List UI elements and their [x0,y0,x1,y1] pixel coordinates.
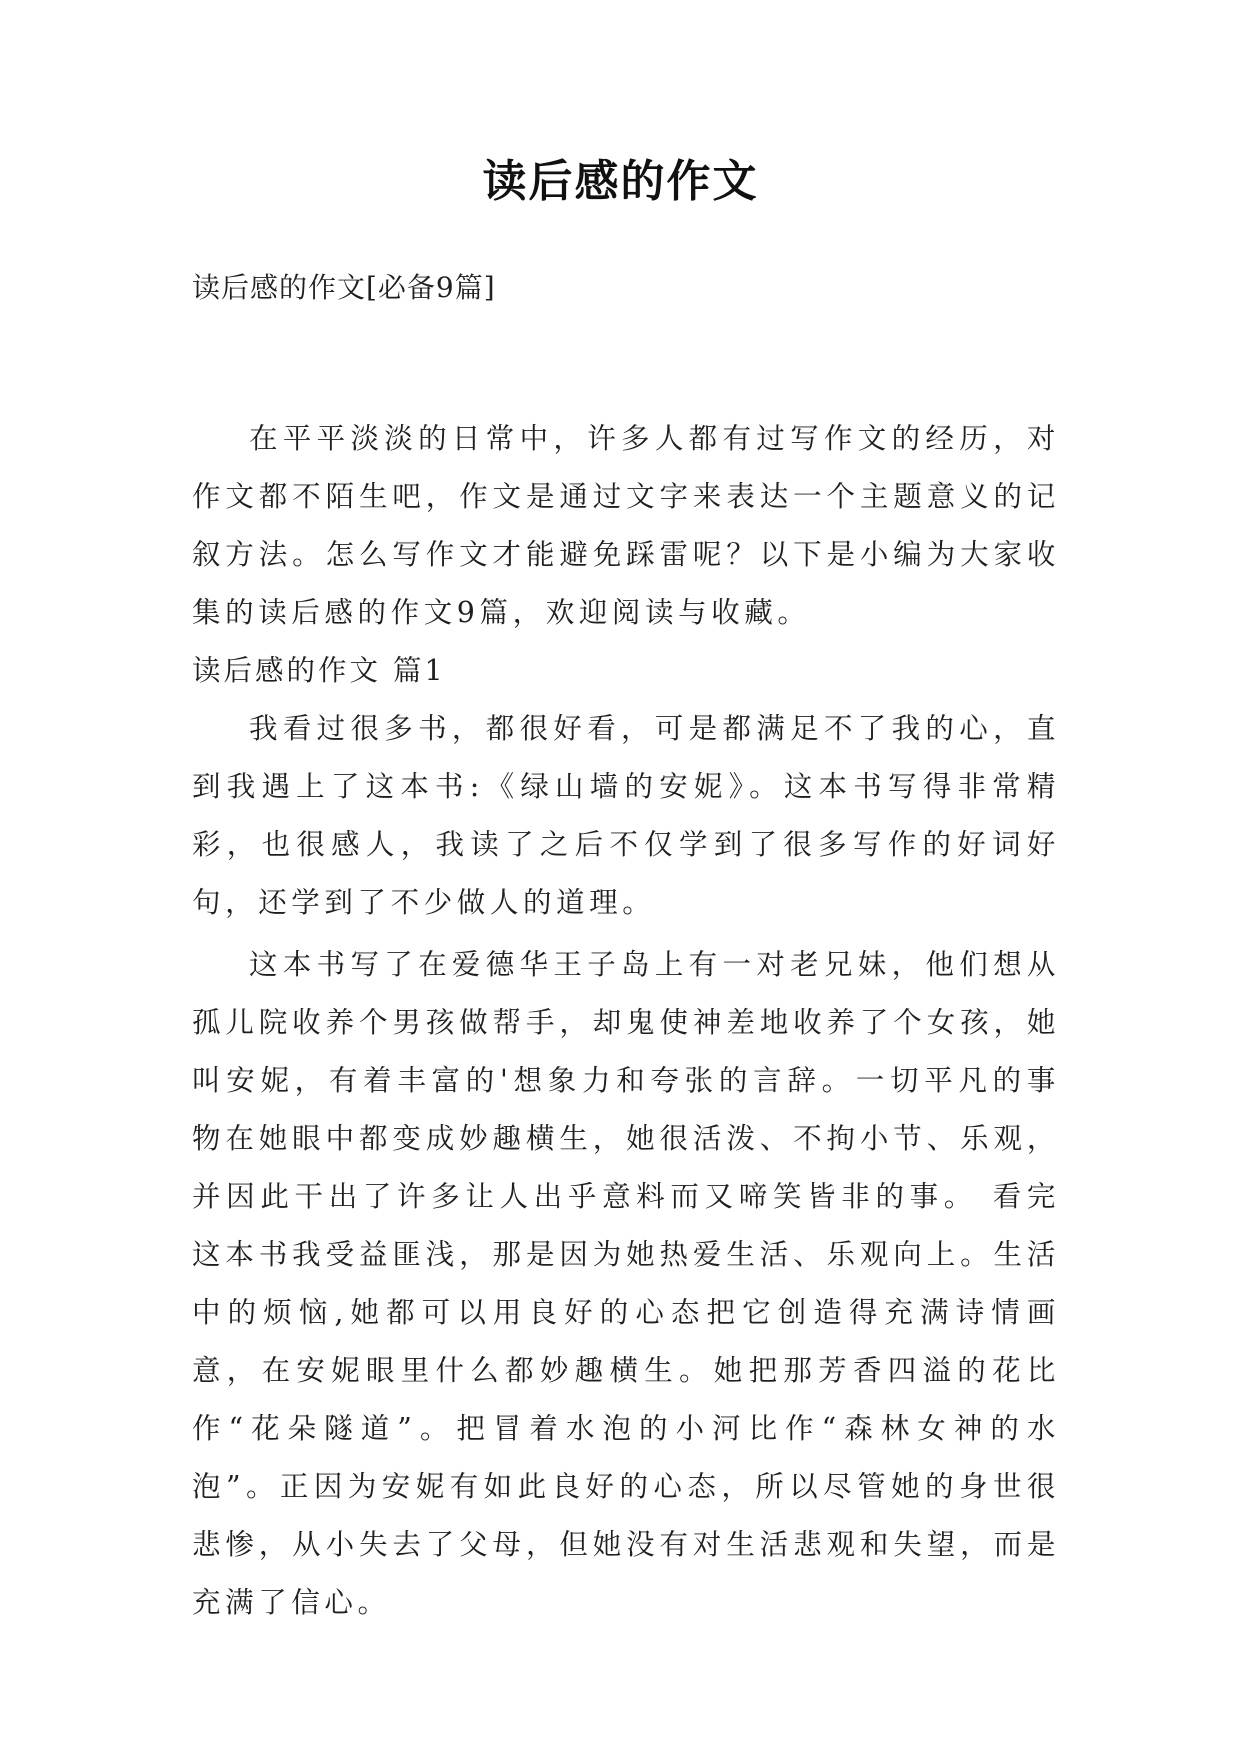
section-heading: 读后感的作文 篇1 [192,654,446,687]
document-body [192,410,1060,1632]
intro-paragraph: 在平平淡淡的日常中，许多人都有过写作文的经历，对作文都不陌生吧，作文是通过文字来表达一个主题意义的记叙方法。怎么写作文才能避免踩雷呢？以下是小编为大家收集的读后感的作文9篇，欢迎阅读与收藏。 [192,422,1060,629]
document-title: 读后感的作文 [482,156,759,207]
body-paragraph: 这本书写了在爱德华王子岛上有一对老兄妹，他们想从孤儿院收养个男孩做帮手，却鬼使神差地收养了个女孩，她叫安妮，有着丰富的'想象力和夸张的言辞。一切平凡的事物在她眼中都变成妙趣横生，她很活泼、不拘小节、乐观，并因此干出了许多让人出乎意料而又啼笑皆非的事。 看完这本书我受益匪浅，那是因为她热爱生活、乐观向上。生活中的烦恼,她都可以用良好的心态把它创造得充满诗情画意，在安妮眼里什么都妙趣横生。她把那芳香四溢的花比作“花朵隧道”。把冒着水泡的小河比作“森林女神的水泡”。正因为安妮有如此良好的心态，所以尽管她的身世很悲惨，从小失去了父母，但她没有对生活悲观和失望，而是充满了信心。 [192,948,1060,1619]
body-paragraph: 我看过很多书，都很好看，可是都满足不了我的心，直到我遇上了这本书:《绿山墙的安妮》。这本书写得非常精彩，也很感人，我读了之后不仅学到了很多写作的好词好句，还学到了不少做人的道理。 [192,712,1060,919]
document-subtitle: 读后感的作文[必备9篇] [192,271,496,304]
